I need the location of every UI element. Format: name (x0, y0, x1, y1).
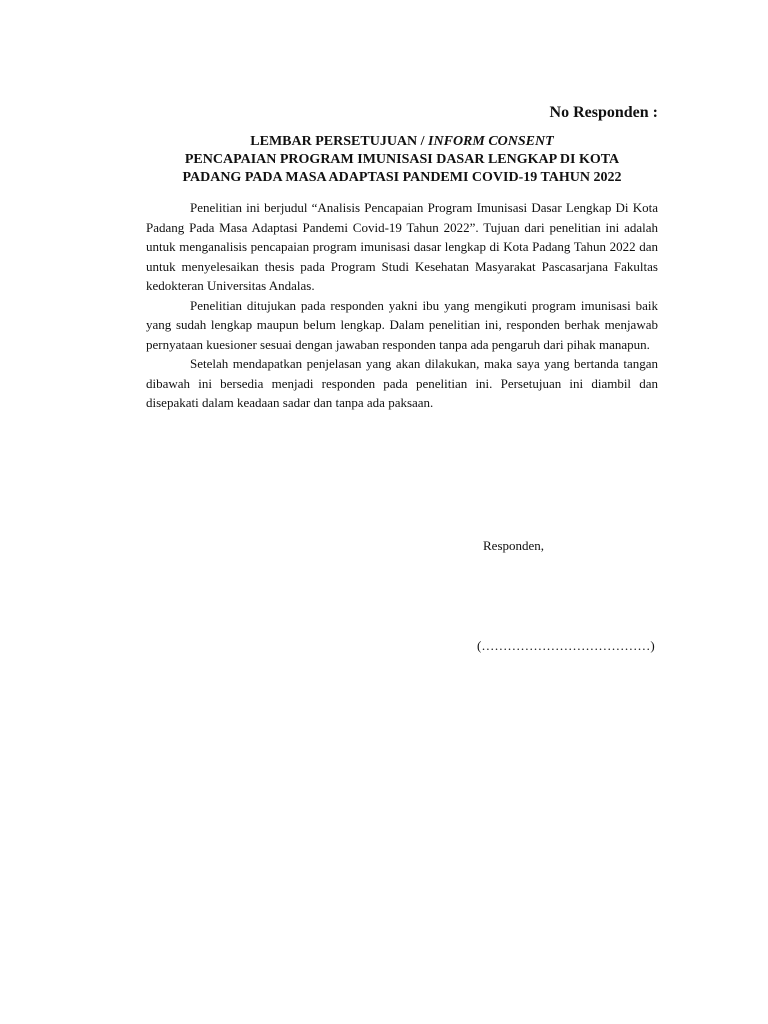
paragraph-target-respondents: Penelitian ditujukan pada responden yakni ibu yang mengikuti program imunisasi baik yang sudah lengkap maupun belum lengkap. Dalam penelitian ini, responden berhak menjawab pernyataan kuesioner sesuai dengan jawaban responden tanpa ada pengaruh dari pihak manapun. (146, 297, 658, 352)
paragraph-consent-statement: Setelah mendapatkan penjelasan yang akan dilakukan, maka saya yang bertanda tangan dibawah ini bersedia menjadi responden pada penelitian ini. Persetujuan ini diambil dan disepakati dalam keadaan sadar dan tanpa ada paksaan. (146, 356, 658, 410)
paragraph-research-title: Penelitian ini berjudul “Analisis Pencapaian Program Imunisasi Dasar Lengkap Di Kota Padang Pada Masa Adaptasi Pandemi Covid-19 Tahun 2022”. Tujuan dari penelitian ini adalah untuk menganalisis pencapaian program imunisasi dasar lengkap di Kota Padang Tahun 2022 dan untuk menyelesaikan thesis pada Program Studi Kesehatan Masyarakat Pascasarjana Fakultas kedokteran Universitas Andalas. (146, 200, 658, 293)
title-prefix: LEMBAR PERSETUJUAN / (250, 134, 429, 149)
title-line-2: PENCAPAIAN PROGRAM IMUNISASI DASAR LENGKAP DI KOTA (184, 152, 620, 167)
consent-body (146, 198, 658, 413)
title-inform-consent: INFORM CONSENT (428, 134, 554, 149)
signature-line: (…………………………………) (477, 638, 655, 653)
respondent-number-label: No Responden : (549, 104, 658, 121)
title-line-1 (146, 133, 658, 151)
signature-label: Responden, (483, 538, 545, 553)
document-title (146, 133, 658, 187)
title-line-3: PADANG PADA MASA ADAPTASI PANDEMI COVID-19 TAHUN 2022 (182, 170, 622, 185)
